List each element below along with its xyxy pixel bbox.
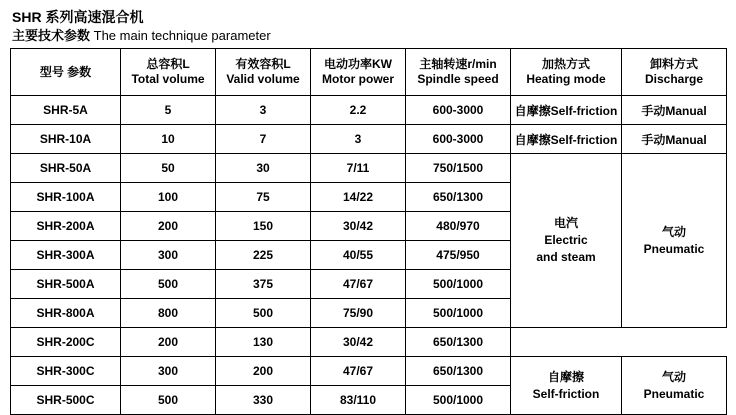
cell-valid-volume: 75 [216, 183, 311, 212]
column-header-spindle-speed-cn: 主轴转速r/min [419, 57, 497, 71]
cell-motor-power: 47/67 [311, 270, 406, 299]
cell-model: SHR-200C [11, 328, 121, 357]
heating-mode-line-1: 自摩擦 [547, 369, 584, 384]
cell-valid-volume: 130 [216, 328, 311, 357]
cell-model: SHR-300C [11, 357, 121, 386]
cell-valid-volume: 7 [216, 125, 311, 154]
cell-motor-power: 7/11 [311, 154, 406, 183]
cell-motor-power: 30/42 [311, 328, 406, 357]
cell-model: SHR-50A [11, 154, 121, 183]
cell-total-volume: 200 [121, 212, 216, 241]
cell-spindle-speed: 600-3000 [406, 96, 511, 125]
cell-spindle-speed: 650/1300 [406, 328, 511, 357]
cell-total-volume: 300 [121, 241, 216, 270]
cell-valid-volume: 330 [216, 386, 311, 415]
table-row [11, 357, 727, 386]
cell-discharge: 手动Manual [622, 96, 727, 125]
heating-mode-line-2: Self-friction [532, 386, 600, 401]
column-header-valid-volume [216, 49, 311, 96]
cell-motor-power: 3 [311, 125, 406, 154]
column-header-spindle-speed-en: Spindle speed [417, 72, 499, 86]
cell-valid-volume: 3 [216, 96, 311, 125]
cell-spindle-speed: 650/1300 [406, 357, 511, 386]
cell-model: SHR-500A [11, 270, 121, 299]
cell-motor-power: 47/67 [311, 357, 406, 386]
table-row [11, 96, 727, 125]
cell-spindle-speed: 500/1000 [406, 386, 511, 415]
cell-discharge-merged [622, 154, 727, 328]
page-subtitle-cn: 主要技术参数 [12, 28, 91, 43]
discharge-line-1: 气动 [661, 369, 686, 384]
heating-mode-line-1: 电汽 [553, 216, 578, 230]
cell-model: SHR-300A [11, 241, 121, 270]
cell-model: SHR-200A [11, 212, 121, 241]
cell-total-volume: 500 [121, 386, 216, 415]
column-header-heating-mode-en: Heating mode [526, 72, 606, 86]
cell-valid-volume: 500 [216, 299, 311, 328]
cell-heating-mode-merged [511, 357, 622, 415]
cell-total-volume: 50 [121, 154, 216, 183]
column-header-motor-power-cn: 电动功率KW [324, 57, 392, 71]
cell-spindle-speed: 475/950 [406, 241, 511, 270]
column-header-discharge [622, 49, 727, 96]
column-header-valid-volume-en: Valid volume [226, 72, 300, 86]
cell-model: SHR-10A [11, 125, 121, 154]
discharge-line-1: 气动 [661, 224, 686, 239]
cell-discharge-merged [622, 357, 727, 415]
cell-heating-mode: 自摩擦Self-friction [511, 125, 622, 154]
cell-model: SHR-800A [11, 299, 121, 328]
column-header-heating-mode-cn: 加热方式 [541, 57, 590, 71]
cell-valid-volume: 30 [216, 154, 311, 183]
cell-spindle-speed: 650/1300 [406, 183, 511, 212]
specification-table [10, 48, 727, 415]
column-header-motor-power-en: Motor power [322, 72, 394, 86]
cell-total-volume: 500 [121, 270, 216, 299]
column-header-spindle-speed [406, 49, 511, 96]
heating-mode-line-2: Electric [544, 233, 588, 247]
column-header-motor-power [311, 49, 406, 96]
cell-model: SHR-100A [11, 183, 121, 212]
table-body [11, 96, 727, 415]
cell-motor-power: 75/90 [311, 299, 406, 328]
column-header-discharge-cn: 卸料方式 [649, 57, 698, 71]
cell-spindle-speed: 500/1000 [406, 270, 511, 299]
cell-spindle-speed: 480/970 [406, 212, 511, 241]
table-row [11, 328, 727, 357]
cell-spindle-speed: 750/1500 [406, 154, 511, 183]
column-header-total-volume-cn: 总容积L [146, 57, 190, 71]
discharge-line-2: Pneumatic [643, 241, 705, 256]
cell-motor-power: 83/110 [311, 386, 406, 415]
cell-spindle-speed: 600-3000 [406, 125, 511, 154]
page-subtitle [12, 27, 726, 44]
table-row [11, 125, 727, 154]
cell-motor-power: 14/22 [311, 183, 406, 212]
table-header-row [11, 49, 727, 96]
cell-total-volume: 200 [121, 328, 216, 357]
cell-valid-volume: 375 [216, 270, 311, 299]
cell-total-volume: 100 [121, 183, 216, 212]
cell-discharge: 手动Manual [622, 125, 727, 154]
cell-heating-mode: 自摩擦Self-friction [511, 96, 622, 125]
page-subtitle-en: The main technique parameter [93, 28, 271, 43]
cell-spindle-speed: 500/1000 [406, 299, 511, 328]
cell-motor-power: 40/55 [311, 241, 406, 270]
cell-total-volume: 5 [121, 96, 216, 125]
column-header-total-volume [121, 49, 216, 96]
cell-valid-volume: 225 [216, 241, 311, 270]
cell-heating-mode-merged [511, 154, 622, 328]
table-header [11, 49, 727, 96]
table-row [11, 154, 727, 183]
column-header-heating-mode [511, 49, 622, 96]
cell-model: SHR-5A [11, 96, 121, 125]
cell-total-volume: 800 [121, 299, 216, 328]
column-header-model-cn: 型号 参数 [39, 64, 92, 79]
column-header-valid-volume-cn: 有效容积L [235, 57, 291, 71]
cell-valid-volume: 150 [216, 212, 311, 241]
cell-model: SHR-500C [11, 386, 121, 415]
cell-valid-volume: 200 [216, 357, 311, 386]
heating-mode-line-3: and steam [536, 250, 596, 264]
discharge-line-2: Pneumatic [643, 386, 705, 401]
page-title: SHR 系列高速混合机 [12, 9, 144, 25]
column-header-total-volume-en: Total volume [131, 72, 205, 86]
column-header-model [11, 49, 121, 96]
cell-motor-power: 30/42 [311, 212, 406, 241]
cell-motor-power: 2.2 [311, 96, 406, 125]
cell-total-volume: 10 [121, 125, 216, 154]
column-header-discharge-en: Discharge [644, 72, 704, 86]
cell-total-volume: 300 [121, 357, 216, 386]
